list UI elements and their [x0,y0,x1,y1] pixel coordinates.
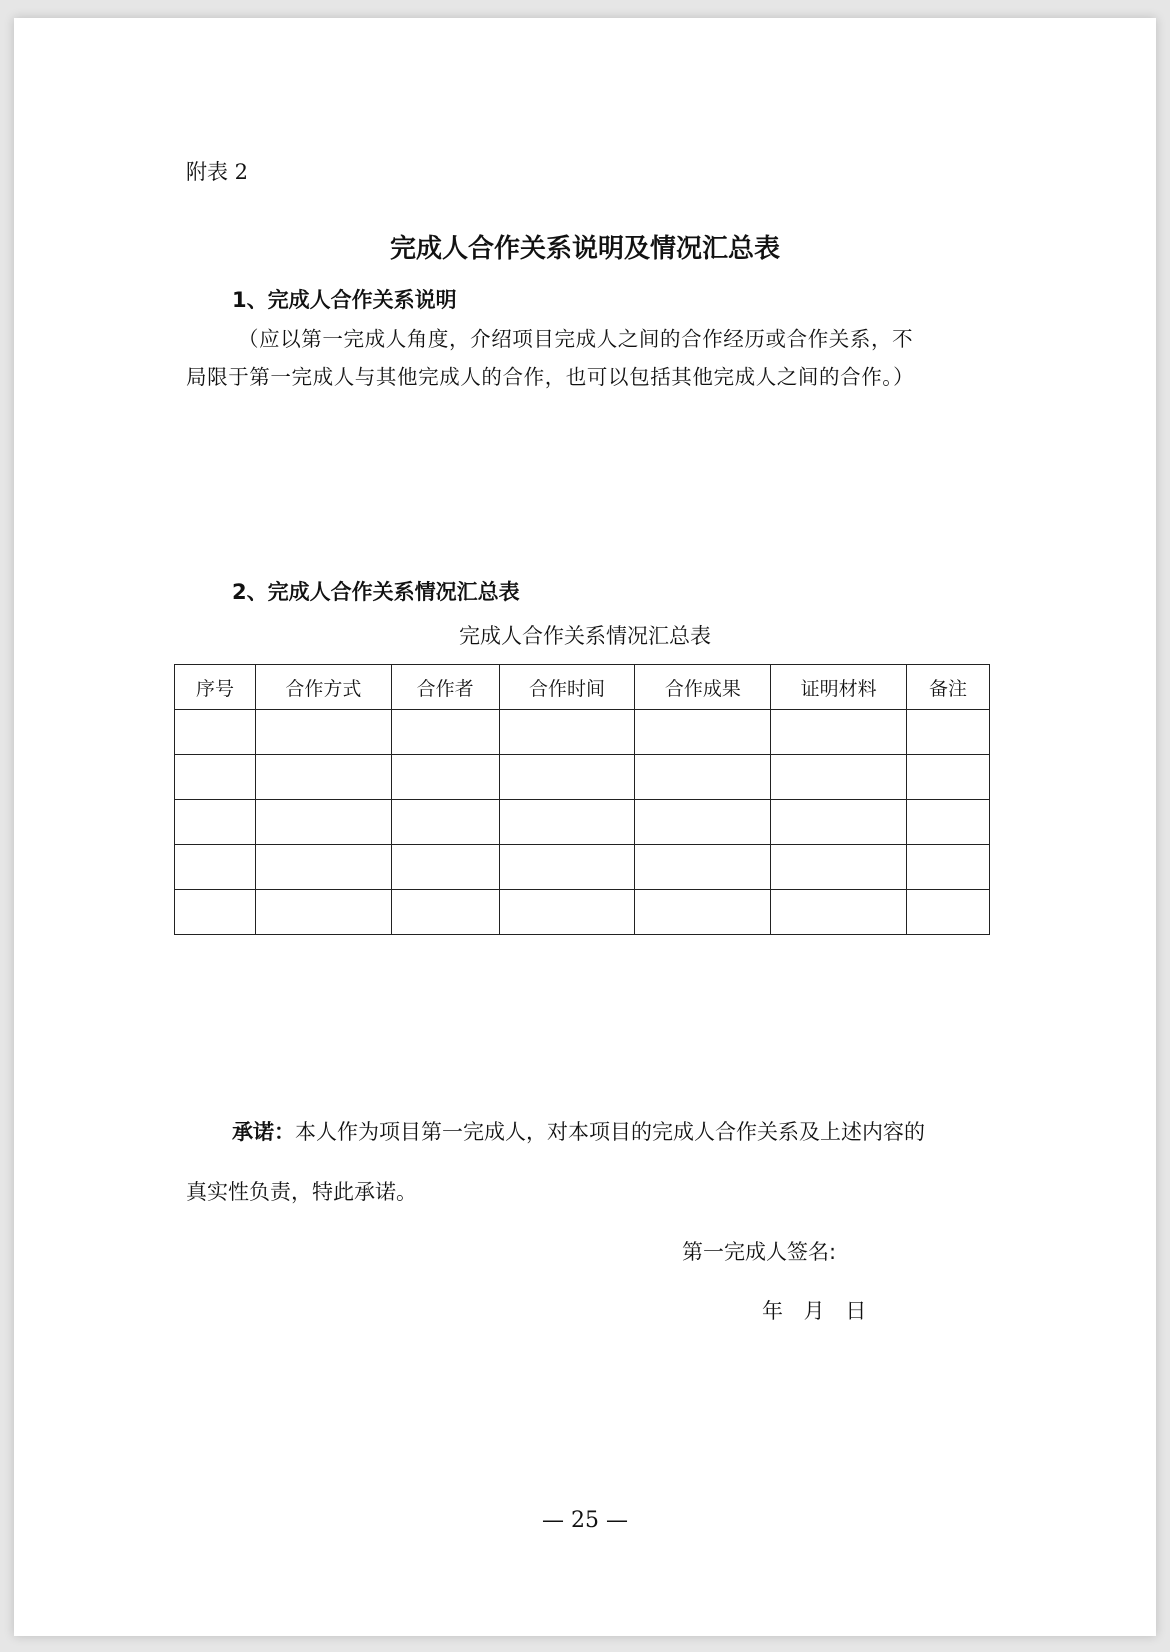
attachment-label: 附表 2 [186,160,249,184]
pledge-statement-line2: 真实性负责，特此承诺。 [186,1180,417,1204]
table-cell[interactable] [175,800,256,845]
table-cell[interactable] [255,710,391,755]
table-cell[interactable] [391,845,499,890]
table-cell[interactable] [391,800,499,845]
table-cell[interactable] [175,710,256,755]
column-header-evidence: 证明材料 [771,665,907,710]
table-cell[interactable] [255,755,391,800]
section1-heading: 1、完成人合作关系说明 [232,288,457,312]
table-cell[interactable] [175,890,256,935]
table-cell[interactable] [391,755,499,800]
table-cell[interactable] [499,755,635,800]
document-page [14,18,1156,1636]
table-row [175,710,990,755]
column-header-collaborator: 合作者 [391,665,499,710]
table-cell[interactable] [771,800,907,845]
column-header-method: 合作方式 [255,665,391,710]
cooperation-summary-table [174,664,990,935]
section1-note-line1: （应以第一完成人角度，介绍项目完成人之间的合作经历或合作关系，不 [238,327,914,351]
signature-date: 年 月 日 [762,1299,867,1323]
table-cell[interactable] [175,755,256,800]
table-row [175,800,990,845]
table-cell[interactable] [499,710,635,755]
table-cell[interactable] [907,890,990,935]
table-cell[interactable] [771,710,907,755]
table-cell[interactable] [255,845,391,890]
signature-label: 第一完成人签名: [682,1240,837,1264]
page-number: — 25 — [542,1508,628,1533]
table-cell[interactable] [907,845,990,890]
table-cell[interactable] [771,845,907,890]
table-caption: 完成人合作关系情况汇总表 [459,624,711,648]
table-header-row [175,665,990,710]
table-cell[interactable] [635,710,771,755]
table-cell[interactable] [499,845,635,890]
pledge-text: 本人作为项目第一完成人，对本项目的完成人合作关系及上述内容的 [295,1120,925,1144]
pledge-statement-line1 [232,1116,925,1146]
table-cell[interactable] [635,890,771,935]
section1-note-line2: 局限于第一完成人与其他完成人的合作，也可以包括其他完成人之间的合作。） [186,365,915,389]
section2-heading: 2、完成人合作关系情况汇总表 [232,580,520,604]
column-header-index: 序号 [175,665,256,710]
table-cell[interactable] [771,755,907,800]
table-cell[interactable] [391,710,499,755]
column-header-result: 合作成果 [635,665,771,710]
table-cell[interactable] [499,800,635,845]
column-header-remarks: 备注 [907,665,990,710]
table-cell[interactable] [635,845,771,890]
column-header-time: 合作时间 [499,665,635,710]
table-cell[interactable] [907,800,990,845]
table-row [175,890,990,935]
table-cell[interactable] [391,890,499,935]
table-cell[interactable] [255,890,391,935]
document-title: 完成人合作关系说明及情况汇总表 [389,234,780,264]
table-cell[interactable] [635,755,771,800]
table-row [175,755,990,800]
table-cell[interactable] [499,890,635,935]
pledge-lead: 承诺： [232,1120,295,1144]
table-row [175,845,990,890]
table-cell[interactable] [907,755,990,800]
table-cell[interactable] [175,845,256,890]
table-cell[interactable] [255,800,391,845]
table-cell[interactable] [907,710,990,755]
table-cell[interactable] [771,890,907,935]
table-cell[interactable] [635,800,771,845]
